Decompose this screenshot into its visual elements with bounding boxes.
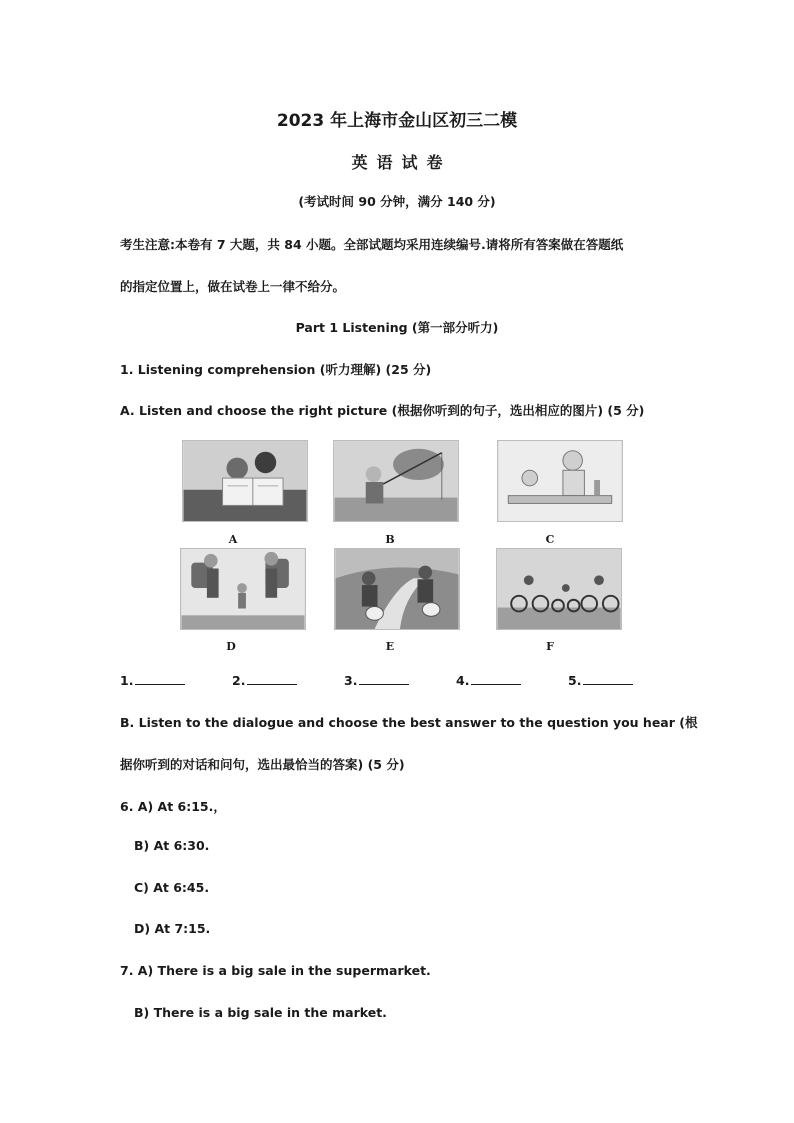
picture-label-c: C (545, 533, 555, 546)
answer-blank-number: 5. (568, 673, 582, 688)
answer-underline (583, 672, 633, 685)
picture-f (496, 548, 622, 630)
picture-d (180, 548, 306, 630)
q6-option-d: D) At 7:15. (134, 921, 211, 936)
exam-title: 2023 年上海市金山区初三二模 (276, 111, 518, 131)
instructions-line-1: 考生注意:本卷有 7 大题，共 84 小题。全部试题均采用连续编号.请将所有答案做在答题纸 (120, 237, 624, 252)
family-cycling-icon (497, 549, 621, 629)
picture-label-f: F (546, 640, 554, 653)
children-fishing-icon (334, 441, 458, 521)
couple-reading-newspaper-icon (183, 441, 307, 521)
picture-label-e: E (385, 640, 395, 653)
section-b-heading-line-1: B. Listen to the dialogue and choose the best answer to the question you hear (根 (120, 715, 698, 730)
section-a-heading: A. Listen and choose the right picture (根据你听到的句子，选出相应的图片) (5 分) (120, 403, 645, 418)
picture-label-b: B (385, 533, 395, 546)
section-1-heading: 1. Listening comprehension (听力理解) (25 分) (120, 362, 432, 377)
answer-blank-number: 3. (344, 673, 358, 688)
exam-subtitle: 英语试卷 (351, 153, 452, 172)
exam-time-note: (考试时间 90 分钟，满分 140 分) (298, 194, 496, 209)
answer-blank-3[interactable] (344, 672, 409, 688)
q6-option-b: B) At 6:30. (134, 838, 210, 853)
answer-blank-number: 4. (456, 673, 470, 688)
answer-blank-number: 1. (120, 673, 134, 688)
picture-b (333, 440, 459, 522)
picture-a (182, 440, 308, 522)
instructions-line-2: 的指定位置上，做在试卷上一律不给分。 (120, 279, 346, 294)
answer-blank-1[interactable] (120, 672, 185, 688)
part1-heading: Part 1 Listening (第一部分听力) (295, 320, 499, 335)
section-b-heading-line-2: 据你听到的对话和问句，选出最恰当的答案) (5 分) (120, 757, 405, 772)
picture-e (334, 548, 460, 630)
answer-blank-4[interactable] (456, 672, 521, 688)
family-hiking-icon (181, 549, 305, 629)
answer-underline (135, 672, 185, 685)
picture-c (497, 440, 623, 522)
picture-label-a: A (228, 533, 238, 546)
picture-label-d: D (226, 640, 236, 653)
answer-blank-2[interactable] (232, 672, 297, 688)
answer-blank-5[interactable] (568, 672, 633, 688)
q7-option-a: 7. A) There is a big sale in the supermarket. (120, 963, 431, 978)
q6-option-c: C) At 6:45. (134, 880, 210, 895)
people-picking-up-litter-icon (335, 549, 459, 629)
answer-underline (359, 672, 409, 685)
family-cooking-icon (498, 441, 622, 521)
answer-underline (471, 672, 521, 685)
answer-blank-number: 2. (232, 673, 246, 688)
answer-underline (247, 672, 297, 685)
q6-option-a: 6. A) At 6:15.， (120, 799, 226, 814)
q7-option-b: B) There is a big sale in the market. (134, 1005, 387, 1020)
